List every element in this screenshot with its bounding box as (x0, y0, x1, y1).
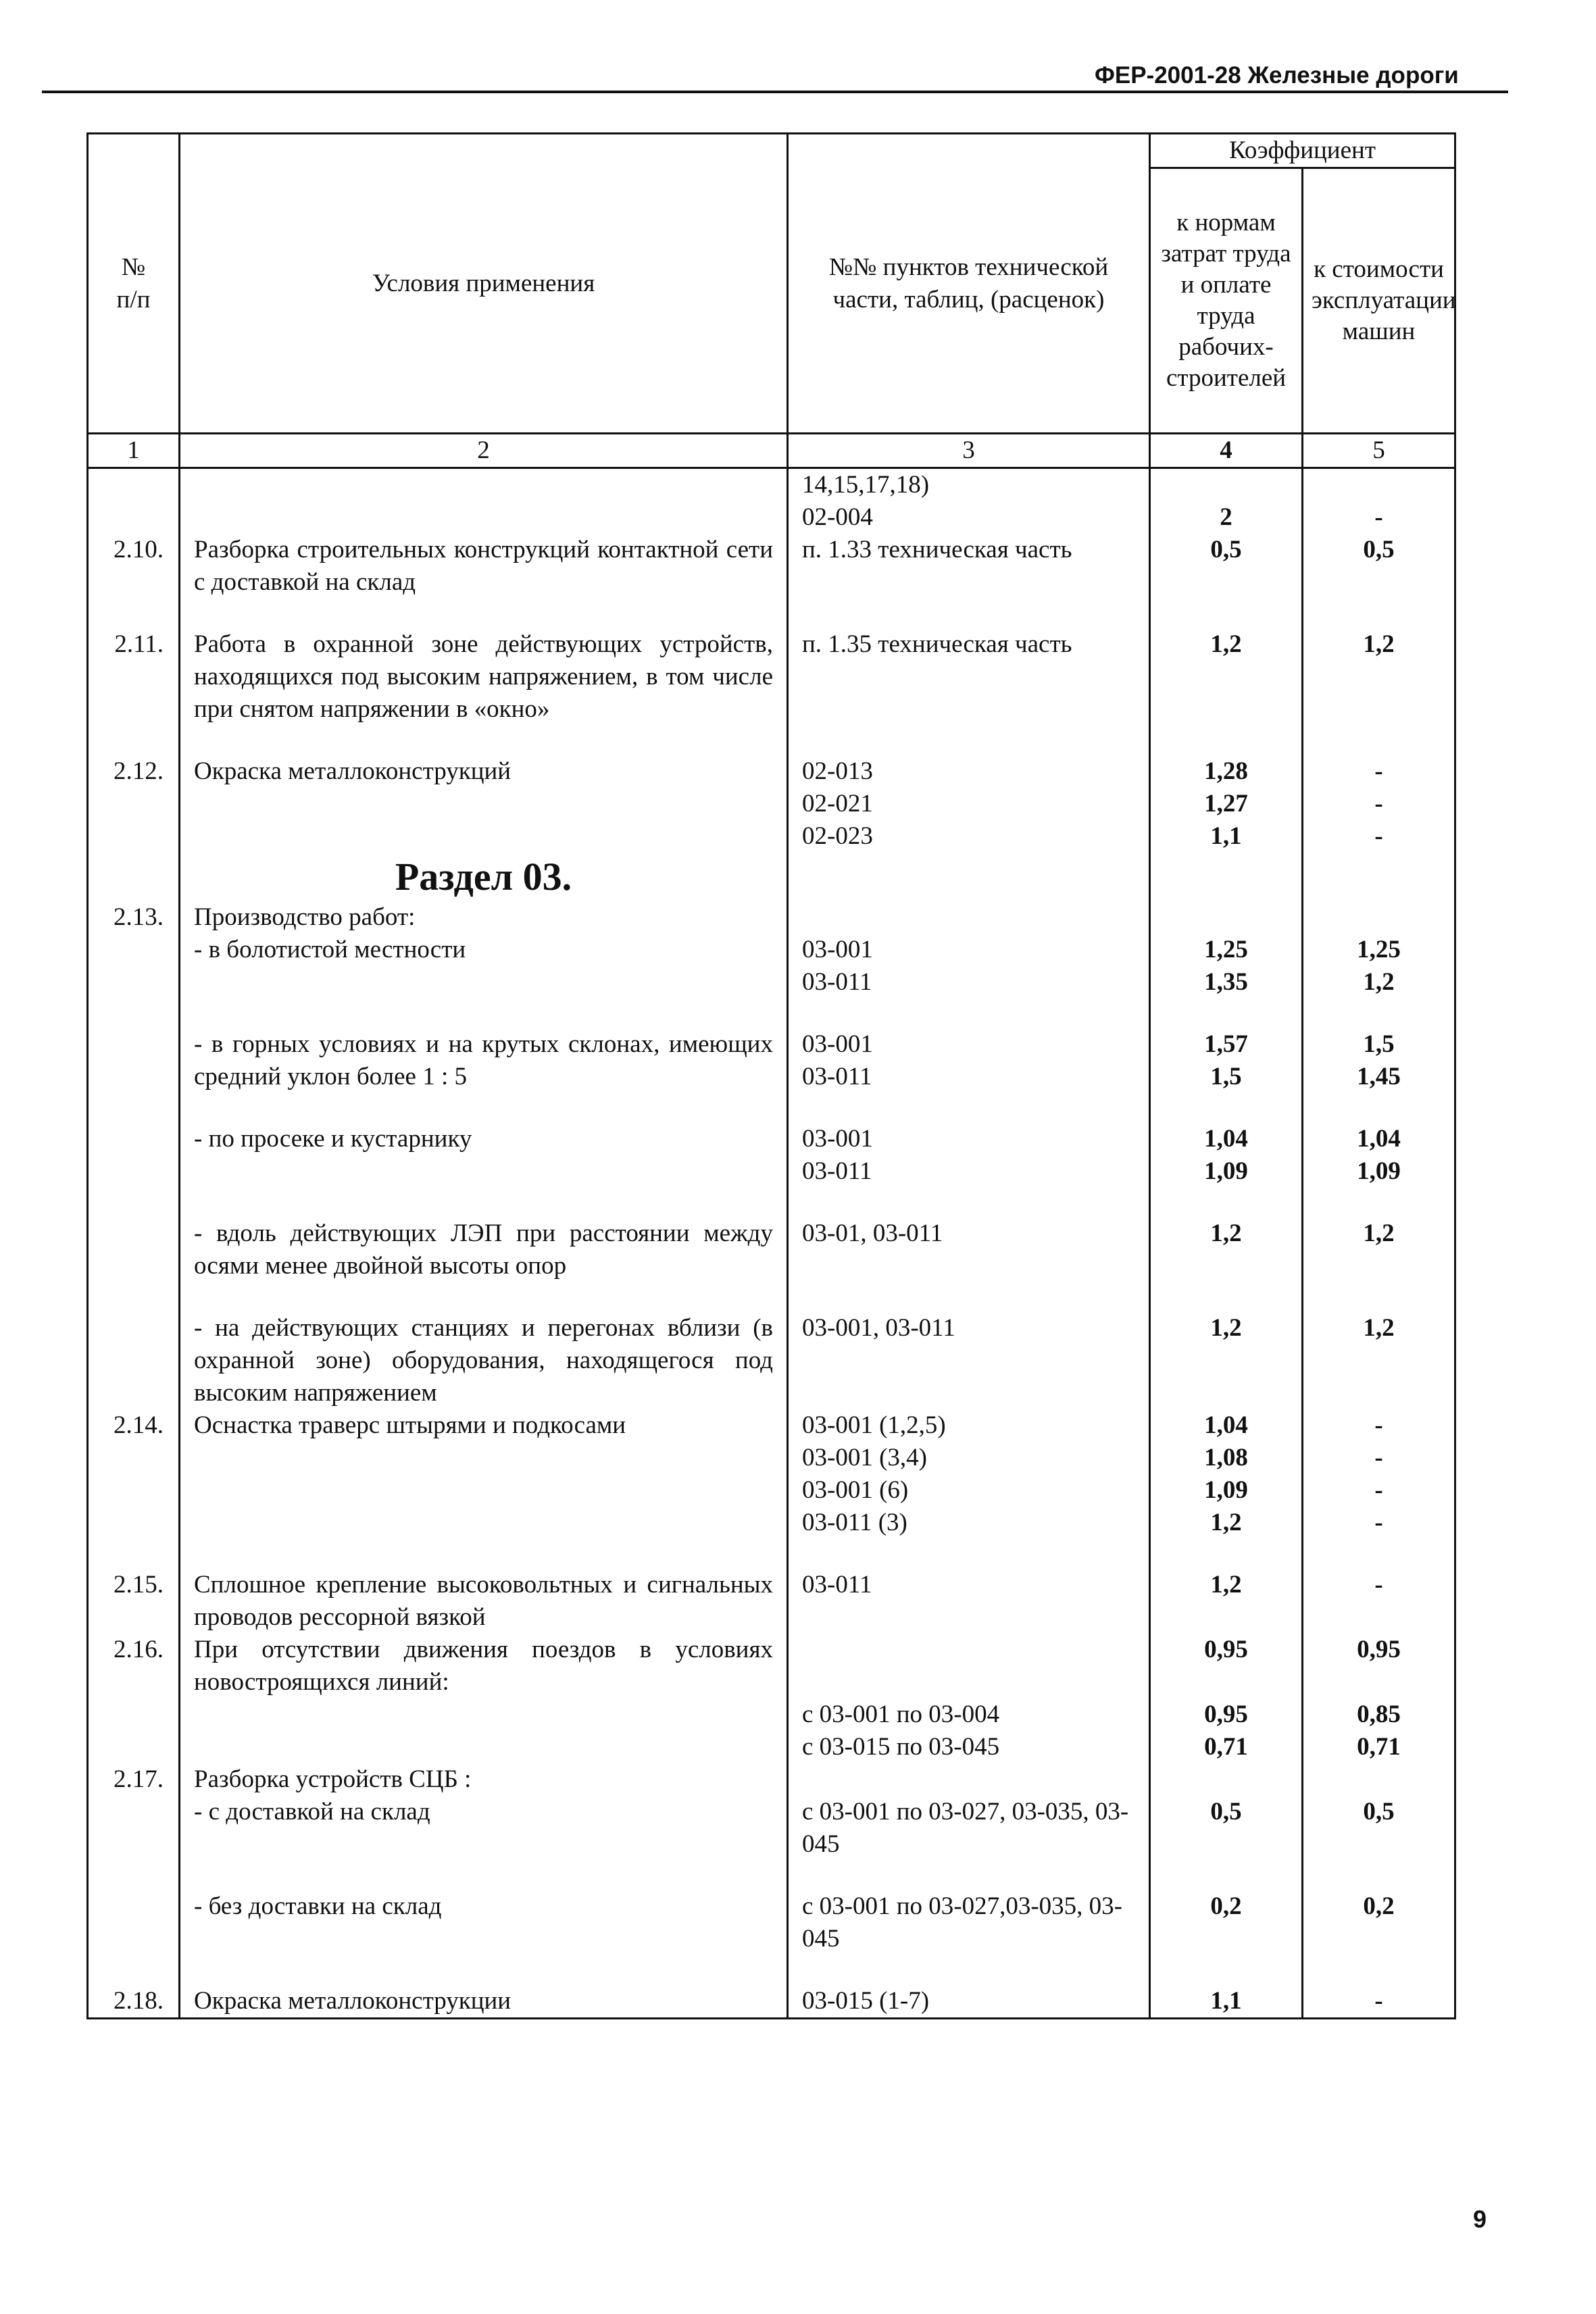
row-refs (788, 1409, 1150, 1569)
row-conditions (180, 468, 788, 534)
col-number-2: 2 (180, 434, 788, 468)
row-refs (788, 1890, 1150, 1985)
col-number-5: 5 (1303, 434, 1455, 468)
row-refs (788, 1569, 1150, 1634)
row-conditions: - по просеке и кустарнику (180, 1123, 788, 1217)
row-conditions: При отсутствии движения поездов в условиях новостроящихся линий: (180, 1634, 788, 1699)
page-number: 9 (1473, 2205, 1487, 2233)
row-coef-labor (1150, 1217, 1303, 1312)
row-refs-line: п. 1.35 техническая часть (802, 630, 1072, 658)
row-conditions: - на действующих станциях и перегонах вблизи (в охранной зоне) оборудования, находящегося под высоким напряжением (180, 1312, 788, 1409)
row-coef-labor (1150, 1569, 1303, 1634)
row-coef-machines (1303, 1217, 1455, 1312)
row-refs (788, 755, 1150, 853)
row-coef-labor-line: 1,1 (1210, 822, 1242, 850)
col-header-coef-labor: к нормам затрат труда и оплате труда рабочих-строителей (1150, 168, 1303, 434)
row-coef-machines-line: 1,04 (1357, 1125, 1401, 1153)
col-header-num: № п/п (88, 134, 180, 434)
table-row (88, 1409, 1455, 1569)
row-number (88, 1796, 180, 1890)
row-number: 2.17. (88, 1763, 180, 1796)
running-head: ФЕР-2001-28 Железные дороги (1095, 62, 1459, 89)
col-header-coef: Коэффициент (1150, 134, 1455, 168)
row-refs-line: 03-011 (802, 1063, 872, 1090)
row-coef-machines-line: - (1374, 1509, 1383, 1536)
row-coef-machines-line: - (1374, 1411, 1383, 1439)
row-coef-labor-line: 1,04 (1204, 1125, 1248, 1153)
table-row (88, 901, 1455, 934)
row-coef-labor-line: 1,25 (1204, 936, 1248, 963)
row-conditions: - без доставки на склад (180, 1890, 788, 1985)
row-coef-labor (1150, 1985, 1303, 2019)
row-coef-machines (1303, 934, 1455, 1028)
row-coef-machines (1303, 1312, 1455, 1409)
row-conditions: - вдоль действующих ЛЭП при расстоянии между осями менее двойной высоты опор (180, 1217, 788, 1312)
row-coef-machines-line: 0,85 (1357, 1701, 1401, 1728)
row-coef-labor-line: 1,27 (1204, 790, 1248, 818)
row-number: 2.12. (88, 755, 180, 853)
row-refs-line: с 03-001 по 03-027, 03-035, 03-045 (802, 1798, 1129, 1858)
table-row (88, 628, 1455, 755)
row-coef-machines-line: - (1374, 1987, 1383, 2015)
row-coef-labor-line: 0,5 (1210, 536, 1242, 563)
row-coef-labor (1150, 628, 1303, 755)
row-number (88, 1890, 180, 1985)
row-coef-labor-line: 1,35 (1204, 968, 1248, 996)
row-coef-labor-line: 1,1 (1210, 1987, 1242, 2015)
row-coef-machines (1303, 1123, 1455, 1217)
row-conditions: - в горных условиях и на крутых склонах, имеющих средний уклон более 1 : 5 (180, 1028, 788, 1123)
row-conditions: Оснастка траверс штырями и подкосами (180, 1409, 788, 1569)
table-row (88, 1890, 1455, 1985)
row-refs-line: с 03-001 по 03-027,03-035, 03-045 (802, 1892, 1123, 1953)
row-coef-machines-line: 0,71 (1357, 1733, 1401, 1761)
row-coef-labor (1150, 755, 1303, 853)
row-number: 2.11. (88, 628, 180, 755)
row-coef-machines-line: - (1374, 1571, 1383, 1599)
section-row (88, 853, 1455, 901)
row-coef-machines-line: 1,2 (1363, 1314, 1395, 1342)
row-refs (788, 1312, 1150, 1409)
row-coef-machines-line: - (1374, 822, 1383, 850)
row-refs-line: с 03-001 по 03-004 (802, 1701, 1000, 1728)
row-refs (788, 628, 1150, 755)
table-row (88, 468, 1455, 534)
row-coef-machines (1303, 1409, 1455, 1569)
row-coef-machines-line: 0,5 (1363, 536, 1395, 563)
coefficient-table (86, 132, 1456, 2019)
row-conditions: Разборка строительных конструкций контактной сети с доставкой на склад (180, 534, 788, 628)
empty-cell (88, 853, 180, 901)
row-coef-machines (1303, 1985, 1455, 2019)
row-refs (788, 1123, 1150, 1217)
table-row (88, 1217, 1455, 1312)
row-coef-labor (1150, 1123, 1303, 1217)
row-coef-labor (1150, 901, 1303, 934)
row-coef-labor-line: 1,09 (1204, 1157, 1248, 1185)
row-number: 2.16. (88, 1634, 180, 1699)
row-refs-line: 03-001 (3,4) (802, 1444, 927, 1472)
row-refs-line: 03-001 (802, 936, 873, 963)
row-coef-labor (1150, 934, 1303, 1028)
row-coef-machines (1303, 1763, 1455, 1796)
row-coef-machines (1303, 1890, 1455, 1985)
row-coef-labor-line: 1,57 (1204, 1030, 1248, 1058)
row-coef-labor-line: 1,04 (1204, 1411, 1248, 1439)
row-conditions: Производство работ: (180, 901, 788, 934)
row-coef-labor-line: 1,2 (1210, 1509, 1242, 1536)
row-coef-machines-line: 1,2 (1363, 1219, 1395, 1247)
row-coef-labor (1150, 1312, 1303, 1409)
row-coef-labor-line: 0,95 (1204, 1701, 1248, 1728)
row-coef-machines-line: 1,25 (1357, 936, 1401, 963)
row-refs-line: 03-011 (802, 968, 872, 996)
row-refs (788, 1763, 1150, 1796)
row-conditions: Сплошное крепление высоковольтных и сигнальных проводов рессорной вязкой (180, 1569, 788, 1634)
row-number (88, 1312, 180, 1409)
row-refs-line: 02-023 (802, 822, 873, 850)
row-coef-machines-line: 0,2 (1363, 1892, 1395, 1920)
row-coef-machines-line: - (1374, 757, 1383, 785)
row-coef-machines-line: - (1374, 1476, 1383, 1504)
row-coef-labor-line: 1,5 (1210, 1063, 1242, 1090)
row-coef-labor (1150, 1634, 1303, 1699)
row-refs (788, 934, 1150, 1028)
row-coef-labor-line: 2 (1220, 503, 1232, 531)
row-coef-labor-line: 1,09 (1204, 1476, 1248, 1504)
table-row (88, 1028, 1455, 1123)
row-coef-machines-line: 1,2 (1363, 630, 1395, 658)
row-coef-machines (1303, 1028, 1455, 1123)
table-row (88, 1312, 1455, 1409)
row-conditions: - в болотистой местности (180, 934, 788, 1028)
row-refs-line: 02-004 (802, 503, 873, 531)
row-coef-labor-line (1151, 469, 1301, 501)
row-coef-labor (1150, 1890, 1303, 1985)
row-coef-labor-line: 0,95 (1204, 1636, 1248, 1663)
row-refs-line: 03-015 (1-7) (802, 1987, 930, 2015)
row-coef-labor-line: 0,71 (1204, 1733, 1248, 1761)
row-refs-line: 14,15,17,18) (802, 471, 930, 499)
row-refs-line: 03-001, 03-011 (802, 1314, 955, 1342)
row-coef-labor-line: 0,2 (1210, 1892, 1242, 1920)
row-coef-machines-line: - (1374, 1444, 1383, 1472)
col-header-items: №№ пунктов технической части, таблиц, (расценок) (788, 134, 1150, 434)
row-conditions: Окраска металлоконструкций (180, 755, 788, 853)
row-number (88, 1217, 180, 1312)
row-refs-line: 03-001 (6) (802, 1476, 909, 1504)
row-conditions: Окраска металлоконструкции (180, 1985, 788, 2019)
row-coef-labor-line: 1,2 (1210, 1219, 1242, 1247)
empty-cell (788, 853, 1150, 901)
row-refs (788, 1796, 1150, 1890)
row-refs (788, 534, 1150, 628)
row-coef-machines (1303, 628, 1455, 755)
row-coef-labor-line: 1,08 (1204, 1444, 1248, 1472)
table-body (88, 468, 1455, 2019)
col-number-1: 1 (88, 434, 180, 468)
row-number (88, 1028, 180, 1123)
row-refs-line: 03-001 (802, 1125, 873, 1153)
row-coef-labor-line: 1,2 (1210, 630, 1242, 658)
col-header-coef-machines: к стоимости эксплуатации машин (1303, 168, 1455, 434)
row-coef-machines-line: - (1374, 503, 1383, 531)
table-row (88, 1763, 1455, 1796)
table-row (88, 1699, 1455, 1763)
row-number: 2.13. (88, 901, 180, 934)
col-number-3: 3 (788, 434, 1150, 468)
row-refs-line: 03-001 (1,2,5) (802, 1411, 946, 1439)
row-coef-machines-line: 1,45 (1357, 1063, 1401, 1090)
row-coef-machines (1303, 1634, 1455, 1699)
row-coef-machines (1303, 1796, 1455, 1890)
table-row (88, 1985, 1455, 2019)
row-coef-machines-line: 1,09 (1357, 1157, 1401, 1185)
row-refs-line: с 03-015 по 03-045 (802, 1733, 1000, 1761)
row-refs (788, 1028, 1150, 1123)
row-coef-machines-line: 1,5 (1363, 1030, 1395, 1058)
row-refs (788, 1634, 1150, 1699)
row-coef-machines (1303, 1699, 1455, 1763)
row-refs (788, 1699, 1150, 1763)
row-number: 2.10. (88, 534, 180, 628)
row-coef-machines-line: 1,2 (1363, 968, 1395, 996)
section-title: Раздел 03. (180, 853, 788, 901)
row-refs-line: 03-011 (3) (802, 1509, 907, 1536)
row-number (88, 1123, 180, 1217)
row-coef-labor-line: 0,5 (1210, 1798, 1242, 1826)
row-refs-line: 03-011 (802, 1157, 872, 1185)
row-number: 2.14. (88, 1409, 180, 1569)
row-coef-labor-line: 1,28 (1204, 757, 1248, 785)
table-row (88, 1796, 1455, 1890)
empty-cell (1150, 853, 1303, 901)
row-refs-line: 03-001 (802, 1030, 873, 1058)
row-number (88, 934, 180, 1028)
table-row (88, 1123, 1455, 1217)
row-conditions: - с доставкой на склад (180, 1796, 788, 1890)
row-number (88, 1699, 180, 1763)
col-header-conditions: Условия применения (180, 134, 788, 434)
row-coef-machines-line: - (1374, 790, 1383, 818)
row-number (88, 468, 180, 534)
row-refs (788, 901, 1150, 934)
row-coef-machines (1303, 468, 1455, 534)
row-coef-labor (1150, 1699, 1303, 1763)
row-refs-line: п. 1.33 техническая часть (802, 536, 1072, 563)
table-row (88, 1569, 1455, 1634)
row-refs-line: 02-013 (802, 757, 873, 785)
row-refs-line: 02-021 (802, 790, 873, 818)
row-coef-labor-line: 1,2 (1210, 1571, 1242, 1599)
header-rule (42, 91, 1508, 93)
row-refs (788, 468, 1150, 534)
row-coef-machines (1303, 1569, 1455, 1634)
row-coef-machines-line (1303, 469, 1454, 501)
table-row (88, 1634, 1455, 1699)
row-coef-labor (1150, 468, 1303, 534)
row-coef-labor (1150, 1409, 1303, 1569)
row-refs (788, 1985, 1150, 2019)
row-number: 2.18. (88, 1985, 180, 2019)
col-number-4: 4 (1150, 434, 1303, 468)
row-coef-labor (1150, 1796, 1303, 1890)
row-coef-labor (1150, 1028, 1303, 1123)
row-conditions (180, 1699, 788, 1763)
row-coef-machines-line: 0,5 (1363, 1798, 1395, 1826)
row-coef-machines (1303, 901, 1455, 934)
row-refs (788, 1217, 1150, 1312)
row-conditions: Работа в охранной зоне действующих устройств, находящихся под высоким напряжением, в том числе при снятом напряжении в «окно» (180, 628, 788, 755)
empty-cell (1303, 853, 1455, 901)
row-coef-labor-line: 1,2 (1210, 1314, 1242, 1342)
row-coef-machines (1303, 755, 1455, 853)
table-row (88, 934, 1455, 1028)
table-row (88, 755, 1455, 853)
row-coef-labor (1150, 1763, 1303, 1796)
row-coef-labor (1150, 534, 1303, 628)
table-row (88, 534, 1455, 628)
row-coef-machines (1303, 534, 1455, 628)
row-refs-line: 03-011 (802, 1571, 872, 1599)
row-refs-line: 03-01, 03-011 (802, 1219, 943, 1247)
row-conditions: Разборка устройств СЦБ : (180, 1763, 788, 1796)
row-number: 2.15. (88, 1569, 180, 1634)
row-coef-machines-line: 0,95 (1357, 1636, 1401, 1663)
